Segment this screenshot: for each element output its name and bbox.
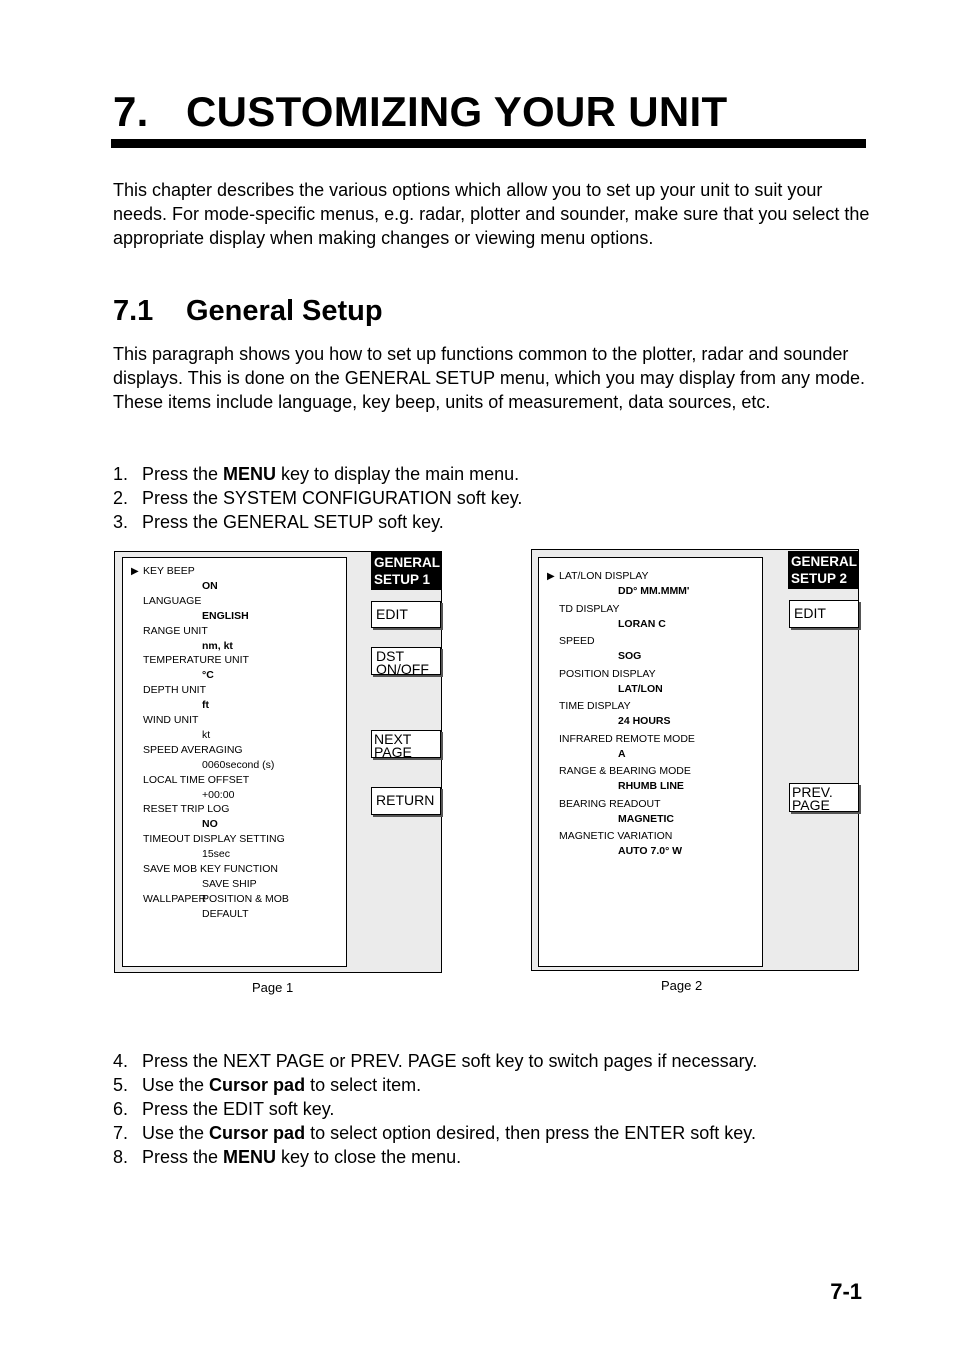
step-number: 5. [113, 1075, 129, 1095]
menu-item-label: INFRARED REMOTE MODE [559, 732, 695, 745]
menu-item-value: 24 HOURS [618, 715, 671, 727]
menu-title: GENERAL SETUP 2 [788, 551, 858, 589]
menu-items [131, 564, 289, 922]
menu-item[interactable] [547, 602, 695, 635]
menu-item-value: RHUMB LINE [618, 780, 684, 792]
menu-item-value: DD° MM.MMM' [618, 585, 690, 597]
step-key-name: Cursor pad [209, 1075, 306, 1095]
menu-item-label: BEARING READOUT [559, 797, 661, 810]
menu-item-value: nm, kt [202, 639, 233, 652]
step-text: to select option desired, then press the ENTER soft key. [305, 1123, 756, 1143]
page-number: 7-1 [830, 1279, 862, 1304]
menu-item[interactable] [131, 653, 289, 683]
menu-item[interactable] [131, 713, 289, 743]
menu-item-value: POSITION & MOB [202, 892, 289, 905]
menu-item-value: °C [202, 669, 214, 682]
step-text: Press the [142, 1147, 224, 1167]
menu-item[interactable] [131, 743, 289, 773]
edit-softkey[interactable]: EDIT [371, 601, 441, 628]
menu-item[interactable] [131, 892, 289, 922]
return-softkey[interactable]: RETURN [371, 787, 441, 815]
step-text: Press the NEXT PAGE or PREV. PAGE soft key to switch pages if necessary. [142, 1051, 758, 1071]
chapter-title [113, 88, 727, 136]
steps-list-2 [113, 1049, 757, 1169]
menu-item-value: ft [202, 699, 209, 712]
menu-item-value: LORAN C [618, 617, 666, 630]
step-text: Press the GENERAL SETUP soft key. [142, 512, 444, 532]
menu-item-value: ON [202, 580, 218, 592]
menu-item[interactable] [547, 797, 695, 830]
step-item [113, 1073, 757, 1097]
menu-item-label: TIMEOUT DISPLAY SETTING [143, 833, 285, 846]
menu-item[interactable] [547, 829, 695, 862]
prev-page-softkey[interactable]: PREV. PAGE [789, 783, 859, 812]
section-title-text: General Setup [186, 295, 383, 327]
step-text: Press the SYSTEM CONFIGURATION soft key. [142, 488, 523, 508]
menu-item-label: SAVE MOB KEY FUNCTION [143, 862, 278, 875]
screen-caption-page-1: Page 1 [252, 980, 294, 995]
step-item [113, 1121, 757, 1145]
menu-item[interactable] [547, 699, 695, 732]
menu-item-value: NO [202, 818, 218, 831]
step-key-name: Cursor pad [209, 1123, 306, 1143]
menu-item[interactable] [131, 683, 289, 713]
menu-item[interactable] [547, 764, 695, 797]
next-page-softkey[interactable]: NEXT PAGE [371, 730, 441, 758]
step-number: 8. [113, 1147, 129, 1167]
menu-item-label: TD DISPLAY [559, 602, 620, 615]
menu-item-label: SPEED AVERAGING [143, 743, 243, 756]
menu-item-label: LOCAL TIME OFFSET [143, 773, 250, 786]
menu-item-value: LAT/LON [618, 682, 663, 695]
menu-list-panel [122, 557, 347, 967]
step-item [113, 462, 522, 486]
step-number: 4. [113, 1051, 129, 1071]
step-item [113, 510, 522, 534]
step-text: to select item. [305, 1075, 422, 1095]
section-number: 7.1 [113, 295, 154, 327]
menu-item-label: WALLPAPER [143, 892, 207, 905]
step-text: Press the [142, 464, 224, 484]
menu-item-value: 15sec [202, 848, 231, 861]
menu-item-label: KEY BEEP [143, 565, 195, 577]
step-text: Use the [142, 1075, 210, 1095]
menu-item[interactable] [131, 773, 289, 803]
menu-item-label: RANGE UNIT [143, 624, 208, 637]
menu-item-value: A [618, 747, 626, 760]
step-key-name: MENU [223, 464, 277, 484]
menu-title: GENERAL SETUP 1 [371, 552, 441, 590]
chapter-number: 7. [113, 88, 149, 135]
menu-item[interactable] [131, 564, 289, 594]
menu-item[interactable] [131, 832, 289, 862]
intro-paragraph: This chapter describes the various options which allow you to set up your unit to suit your needs. For mode-specific menus, e.g. radar, plotter and sounder, make sure that you select the appropriate display when making changes or viewing menu options. [113, 180, 870, 248]
steps-list-1 [113, 462, 522, 534]
step-number: 3. [113, 512, 129, 532]
menu-item-label: TIME DISPLAY [559, 700, 631, 712]
menu-items [547, 569, 695, 862]
menu-item-label: DEPTH UNIT [143, 684, 206, 697]
menu-item-value: SAVE SHIP [202, 877, 257, 890]
step-text: key to close the menu. [276, 1147, 462, 1167]
menu-item-value: MAGNETIC [618, 812, 674, 825]
menu-list-panel [538, 557, 763, 967]
menu-item-value: AUTO 7.0° W [618, 845, 683, 857]
step-item [113, 1097, 757, 1121]
menu-item[interactable] [547, 569, 695, 602]
menu-item-label: LANGUAGE [143, 594, 202, 607]
menu-item-value: DEFAULT [202, 907, 249, 920]
menu-item[interactable] [547, 634, 695, 667]
menu-item-value: ENGLISH [202, 609, 249, 622]
general-setup-2-screen [531, 549, 859, 971]
menu-item-label: RANGE & BEARING MODE [559, 765, 691, 777]
menu-item[interactable] [547, 732, 695, 765]
menu-item[interactable] [131, 802, 289, 832]
step-number: 7. [113, 1123, 129, 1143]
cursor-arrow-icon: ▶ [131, 566, 139, 577]
step-text: key to display the main menu. [276, 464, 520, 484]
step-item [113, 1145, 757, 1169]
general-setup-1-screen [114, 551, 442, 973]
step-number: 6. [113, 1099, 129, 1119]
menu-item-label: WIND UNIT [143, 713, 199, 726]
menu-item-value: 0060second (s) [202, 758, 275, 771]
menu-item-value: SOG [618, 650, 642, 662]
menu-item-label: SPEED [559, 635, 595, 647]
screen-caption-page-2: Page 2 [661, 978, 703, 993]
menu-item[interactable] [131, 594, 289, 624]
menu-item-label: LAT/LON DISPLAY [559, 570, 649, 582]
menu-item[interactable] [131, 624, 289, 654]
menu-item-label: RESET TRIP LOG [143, 803, 230, 816]
step-item [113, 1049, 757, 1073]
chapter-title-text: CUSTOMIZING YOUR UNIT [186, 88, 728, 135]
section-title [113, 295, 383, 328]
menu-item-label: TEMPERATURE UNIT [143, 654, 249, 667]
title-rule [111, 139, 866, 148]
step-text: Use the [142, 1123, 210, 1143]
step-number: 1. [113, 464, 129, 484]
menu-item-label: MAGNETIC VARIATION [559, 830, 673, 842]
menu-item-value: kt [202, 728, 211, 741]
menu-item-label: POSITION DISPLAY [559, 667, 656, 680]
step-text: Press the EDIT soft key. [142, 1099, 335, 1119]
dst-on-off-softkey[interactable]: DST ON/OFF [371, 647, 441, 675]
edit-softkey[interactable]: EDIT [789, 600, 859, 628]
step-key-name: MENU [223, 1147, 277, 1167]
menu-item[interactable] [547, 667, 695, 700]
cursor-arrow-icon: ▶ [547, 571, 555, 582]
step-number: 2. [113, 488, 129, 508]
menu-item-value: +00:00 [202, 788, 235, 801]
step-item [113, 486, 522, 510]
section-paragraph: This paragraph shows you how to set up functions common to the plotter, radar and sounder displays. This is done on the GENERAL SETUP menu, which you may display from any mode. These items include language, key beep, units of measurement, data sources, etc. [113, 344, 866, 412]
